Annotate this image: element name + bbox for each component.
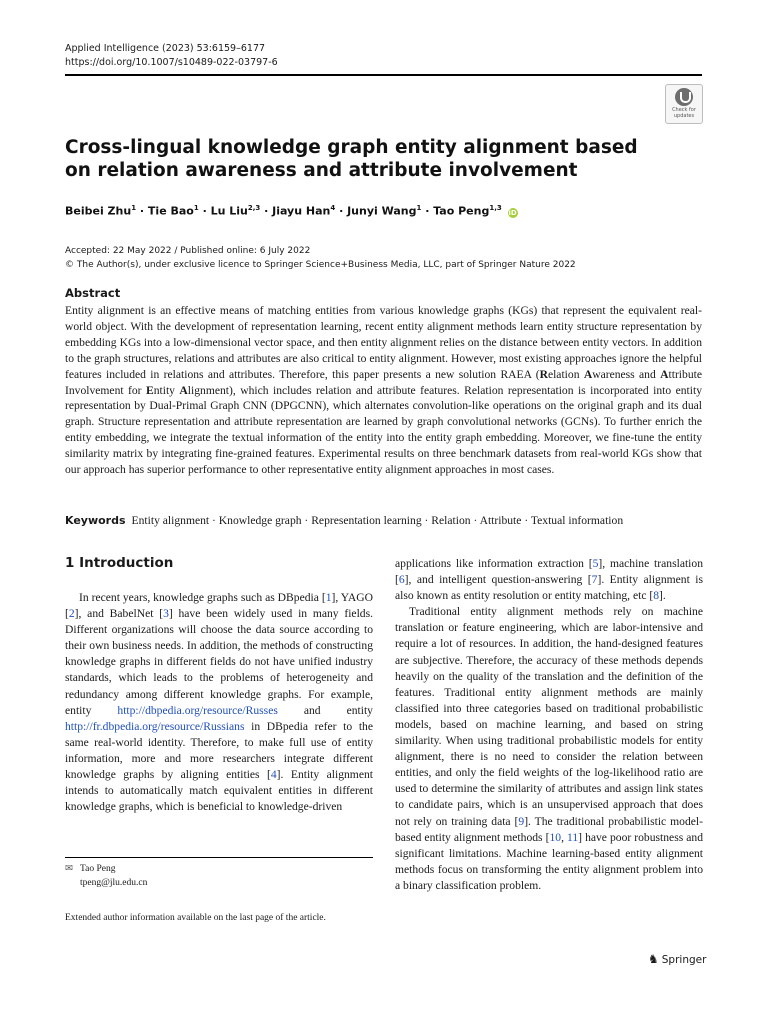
left-column: [65, 590, 373, 815]
springer-horse-icon: ♞: [648, 952, 659, 966]
keywords-text: Entity alignment · Knowledge graph · Representation learning · Relation · Attribute · Textual information: [131, 514, 624, 527]
paper-title: Cross-lingual knowledge graph entity alignment based on relation awareness and attribute involvement: [65, 137, 638, 181]
corresponding-author-footnote: [65, 862, 147, 890]
abstract-text: Entity alignment is an effective means of matching entities from various knowledge graphs (KGs) that represent the equivalent real-world object. With the development of representation learning, recent entity alignment methods learn entity structure representation by embedding KGs into a low-dimensional vector space, and then entity alignment relies on the distance between entity vectors. In addition to the graph structures, relations and attributes are also critical to entity alignment. However, most existing approaches ignore the helpful features included in relations and attributes. Therefore, this paper presents a new solution RAEA (: [65, 304, 702, 381]
citation-link[interactable]: 10: [549, 830, 562, 844]
author-name: Beibei Zhu: [65, 204, 132, 218]
body-text: ].: [659, 589, 666, 603]
body-text: ]. The traditional probabilistic model-based entity alignment methods [: [395, 814, 703, 844]
corresponding-author-name: Tao Peng: [80, 864, 116, 874]
body-text: ]. Entity alignment intends to automatically match equivalent entities in different knowledge graphs, which is beneficial to knowledge-driven: [65, 768, 373, 814]
body-text: ], and BabelNet [: [74, 607, 164, 621]
publisher-logo: [648, 952, 706, 966]
author-affiliation: 2,3: [247, 204, 261, 212]
envelope-icon: ✉: [65, 864, 73, 874]
author-affiliation: 1: [131, 204, 137, 212]
author-name: Tao Peng: [433, 204, 490, 218]
body-text: ], machine translation [: [395, 557, 703, 587]
journal-citation: Applied Intelligence (2023) 53:6159–6177: [65, 43, 266, 54]
url-link[interactable]: http://fr.dbpedia.org/resource/Russians: [65, 719, 245, 733]
keywords-label: Keywords: [65, 514, 126, 527]
badge-line-1: Check for: [672, 107, 696, 113]
acronym-letter: A: [660, 367, 669, 381]
acronym-letter: R: [539, 367, 548, 381]
check-for-updates-icon: [675, 88, 693, 106]
abstract-text: ntity: [153, 383, 180, 397]
acronym-letter: A: [179, 383, 188, 397]
body-text: Traditional entity alignment methods rely on machine translation or feature engineering, which are labor-intensive and require a lot of resources. In addition, the hand-designed features are subjective. Therefore, the accuracy of these methods depends heavily on the quality of the translation and the definition of the features. Traditional entity alignment methods are mainly classified into three categories based on traditional probabilistic models, based on machine learning, and based on string similarity. When using traditional probabilistic models for entity alignment, there is no need to consider the relation between entities, and only the field weights of the log-likelihood ratio are used to determine the similarity of attributes and assign link states to candidate pairs, which is an unsupervised approach that does not rely on training data [: [395, 605, 703, 828]
citation-link[interactable]: 4: [270, 768, 277, 782]
author-name: Jiayu Han: [272, 204, 331, 218]
publication-dates: [65, 244, 576, 272]
publisher-name: Springer: [661, 954, 707, 966]
body-text: ]. Entity alignment is also known as entity resolution or entity matching, etc [: [395, 573, 704, 603]
citation-link[interactable]: 5: [592, 557, 599, 570]
citation-link[interactable]: 7: [591, 573, 598, 587]
accepted-published-line: Accepted: 22 May 2022 / Published online: 6 July 2022: [65, 246, 311, 256]
body-text: In recent years, knowledge graphs such as DBpedia [: [79, 591, 326, 604]
body-text: in DBpedia refer to the same real-world identity. Therefore, to make full use of entity information, more and more researchers integrate different knowledge graphs by aligning entities [: [65, 719, 373, 782]
orcid-icon[interactable]: iD: [508, 208, 517, 217]
journal-header: [65, 42, 278, 70]
abstract-text: wareness and: [592, 367, 661, 381]
author-affiliation: 1,3: [489, 204, 502, 212]
check-for-updates-badge[interactable]: [665, 84, 703, 124]
author-affiliation: 4: [330, 204, 336, 212]
citation-link[interactable]: 2: [68, 607, 75, 621]
citation-link[interactable]: 3: [163, 607, 169, 621]
acronym-letter: E: [145, 383, 154, 397]
citation-link[interactable]: 6: [398, 573, 405, 587]
body-text: ], YAGO [: [65, 591, 373, 621]
abstract-heading: Abstract: [65, 286, 121, 300]
extended-author-info: Extended author information available on the last page of the article.: [65, 913, 326, 923]
author-affiliation: 1: [416, 204, 422, 212]
keywords: [65, 514, 705, 527]
abstract-text: ttribute Involvement for: [65, 367, 702, 397]
author-name: Lu Liu: [210, 204, 248, 218]
url-link[interactable]: http://dbpedia.org/resource/Russes: [117, 703, 278, 717]
body-text: and entity: [277, 703, 373, 717]
header-rule: [65, 74, 702, 76]
body-text: applications like information extraction [: [395, 557, 593, 570]
author-name: Junyi Wang: [347, 204, 417, 218]
author-name: Tie Bao: [147, 204, 194, 218]
right-column: [395, 556, 703, 894]
citation-link[interactable]: 11: [567, 830, 579, 844]
citation-link[interactable]: 9: [518, 814, 525, 828]
author-list: Beibei Zhu$^1$ · Tie Bao$^1$ · Lu Liu$^{2,3}$ · Jiayu Han$^4$ · Junyi Wang$^1$ · Tao Peng$^{1,3}$ iD: [65, 204, 517, 218]
author-affiliation: 1: [193, 204, 199, 212]
abstract-text: elation: [547, 367, 584, 381]
badge-line-2: updates: [673, 113, 695, 119]
corresponding-author-email[interactable]: tpeng@jlu.edu.cn: [80, 878, 148, 888]
body-text: ], and intelligent question-answering [: [404, 573, 592, 587]
abstract-body: [65, 303, 702, 478]
doi-link[interactable]: https://doi.org/10.1007/s10489-022-03797-6: [65, 57, 278, 68]
footnote-rule: [65, 857, 373, 858]
body-text: ,: [561, 830, 567, 844]
copyright-line: © The Author(s), under exclusive licence to Springer Science+Business Media, LLC, part of Springer Nature 2022: [65, 260, 576, 270]
abstract-text: lignment), which includes relation and attribute features. Relation representation is incorporated into entity representation by Dual-Primal Graph CNN (DPGCNN), which alternates convolution-like operations on the original graph and its dual graph. Structure representation and attribute representation are learned by graph convolutional networks (GCNs). To further enrich the entity embedding, we integrate the textual information of the entity into the entity graph embedding. Moreover, we fine-tune the entity similarity matrix by integrating fine-grained features. Experimental results on three benchmark datasets from real-world KGs show that our approach has superior performance to other representative entity alignment approaches in most cases.: [65, 383, 702, 477]
citation-link[interactable]: 1: [325, 591, 332, 604]
acronym-letter: A: [583, 367, 593, 381]
body-text: ] have been widely used in many fields. Different organizations will choose the data source according to their own business needs. In addition, the methods of constructing knowledge graphs in different fields do not have unified industry standards, which leads to the problems of heterogeneity and redundancy among different knowledge graphs. For example, entity: [65, 607, 373, 717]
body-text: ] have poor robustness and significant limitations. Machine learning-based entity alignment methods focus on transforming the entity alignment problem into a binary classification problem.: [395, 830, 704, 892]
citation-link[interactable]: 8: [653, 589, 660, 603]
section-heading-introduction: 1 Introduction: [65, 555, 174, 571]
